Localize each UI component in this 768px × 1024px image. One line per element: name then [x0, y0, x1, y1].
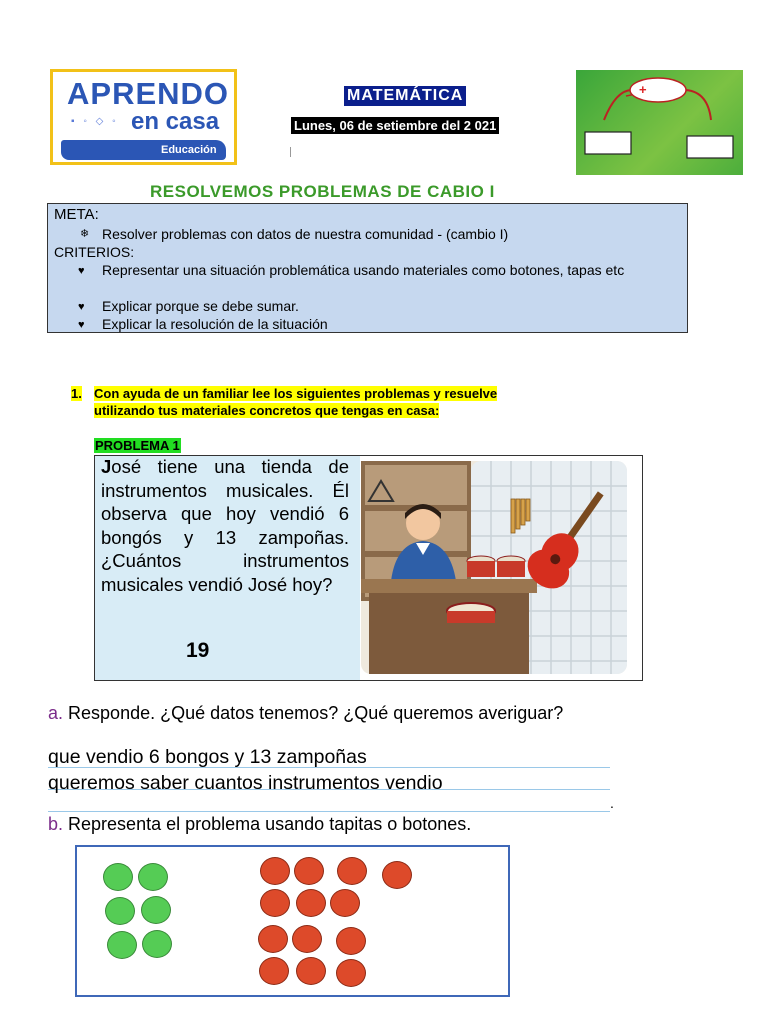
heart-bullet-icon: ♥ [78, 301, 85, 313]
green-counter-chip [107, 931, 137, 959]
heart-bullet-icon: ♥ [78, 319, 85, 331]
instruction-number: 1. [71, 386, 82, 401]
logo-en-casa-text: en casa [131, 108, 220, 135]
question-a-letter: a. [48, 703, 64, 723]
change-diagram-graphic [576, 70, 743, 175]
svg-text:+: + [639, 82, 647, 97]
problem-statement [101, 455, 349, 596]
answer-end-mark: . [610, 795, 614, 811]
red-counter-chip [260, 889, 290, 917]
subject-heading: MATEMÁTICA [344, 86, 466, 106]
snowflake-icon: ❄ [80, 228, 90, 240]
criterion-item: Explicar la resolución de la situación [102, 316, 328, 332]
question-b-text: Representa el problema usando tapitas o botones. [68, 814, 472, 834]
music-shop-picture [361, 461, 627, 674]
diagram-box-left [585, 132, 631, 154]
red-counter-chip [294, 857, 324, 885]
problem-text: osé tiene una tienda de instrumentos musicales. Él observa que hoy vendió 6 bongós y 13 zampoñas. ¿Cuántos instrumentos musicales vendió José hoy? [101, 456, 349, 595]
change-diagram-image [576, 70, 743, 175]
green-counter-chip [142, 930, 172, 958]
logo-symbols: ▪ ◦ ◇ ◦ [71, 116, 119, 127]
red-counter-chip [296, 889, 326, 917]
green-counter-chip [138, 863, 168, 891]
red-counter-chip [382, 861, 412, 889]
heart-bullet-icon: ♥ [78, 265, 85, 277]
criterion-item: Explicar porque se debe sumar. [102, 298, 299, 314]
counters-box [75, 845, 510, 997]
red-counter-chip [337, 857, 367, 885]
logo-education-label: Educación [161, 144, 217, 156]
red-counter-chip [296, 957, 326, 985]
red-counter-chip [259, 957, 289, 985]
meta-goal: Resolver problemas con datos de nuestra comunidad - (cambio I) [102, 226, 509, 242]
meta-label: META [54, 206, 95, 223]
red-counter-chip [292, 925, 322, 953]
answer-line [48, 811, 610, 812]
diagram-box-right [687, 136, 733, 158]
logo-aprendo-text: APRENDO [67, 76, 230, 111]
divider-tick [290, 147, 291, 157]
criterion-item: Representar una situación problemática usando materiales como botones, tapas etc [102, 262, 625, 278]
aprendo-en-casa-logo [50, 69, 237, 165]
meta-label-colon: : [94, 206, 99, 223]
problem-label: PROBLEMA 1 [95, 438, 180, 453]
red-counter-chip [260, 857, 290, 885]
problem-initial: J [101, 456, 112, 477]
question-b [48, 814, 471, 835]
green-counter-chip [141, 896, 171, 924]
problem-answer: 19 [186, 639, 210, 662]
criteria-label: CRITERIOS: [54, 244, 135, 260]
music-shop-illustration [361, 461, 627, 674]
instruction-line-1: Con ayuda de un familiar lee los siguientes problemas y resuelve [94, 386, 498, 401]
green-counter-chip [103, 863, 133, 891]
page-title: RESOLVEMOS PROBLEMAS DE CABIO I [150, 182, 495, 201]
response-line-2: queremos saber cuantos instrumentos vendio [48, 772, 443, 794]
date-label: Lunes, 06 de setiembre del 2 021 [291, 117, 499, 134]
red-counter-chip [258, 925, 288, 953]
instruction-line-2: utilizando tus materiales concretos que tengas en casa: [94, 403, 440, 418]
meta-box [47, 203, 688, 333]
meta-heading [54, 206, 99, 223]
red-counter-chip [336, 927, 366, 955]
response-line-1: que vendio 6 bongos y 13 zampoñas [48, 746, 367, 768]
red-counter-chip [336, 959, 366, 987]
green-counter-chip [105, 897, 135, 925]
red-counter-chip [330, 889, 360, 917]
question-a-text: Responde. ¿Qué datos tenemos? ¿Qué queremos averiguar? [68, 703, 564, 723]
question-a [48, 702, 568, 724]
question-b-letter: b. [48, 814, 64, 834]
